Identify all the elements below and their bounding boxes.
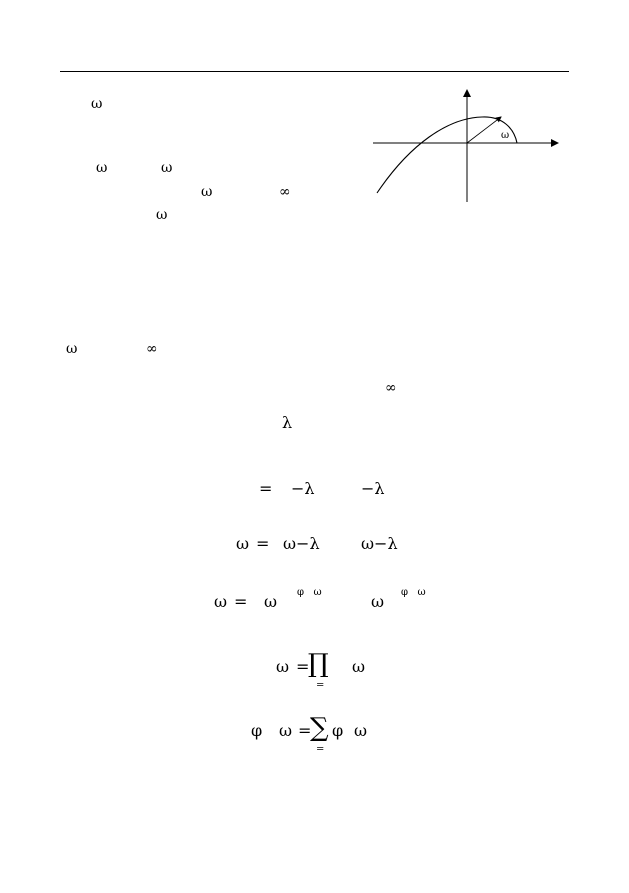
omega-symbol: ω bbox=[201, 184, 213, 200]
infinity-symbol: ∞ bbox=[385, 380, 397, 396]
lhs-omega: ω bbox=[279, 721, 293, 740]
sum-operator: ∑ bbox=[310, 713, 329, 743]
infinity-symbol: ∞ bbox=[279, 184, 291, 200]
omega-symbol: ω bbox=[96, 160, 108, 176]
angle-label: ω bbox=[501, 130, 510, 141]
vector-arrow bbox=[467, 117, 501, 143]
equals-sign: = bbox=[259, 479, 273, 498]
equals-sign: = bbox=[296, 657, 310, 676]
curve bbox=[377, 117, 517, 193]
infinity-symbol: ∞ bbox=[146, 341, 158, 357]
equals-sign: = bbox=[256, 534, 270, 553]
rhs-omega: ω bbox=[354, 721, 368, 740]
base: ω bbox=[371, 592, 385, 611]
base: ω bbox=[264, 592, 278, 611]
term: ω−λ bbox=[283, 534, 320, 553]
omega-symbol: ω bbox=[66, 341, 78, 357]
lhs: ω bbox=[214, 592, 228, 611]
product-operator: ∏ bbox=[308, 649, 329, 679]
lhs: ω bbox=[276, 657, 290, 676]
term: −λ bbox=[291, 479, 315, 498]
header-rule bbox=[60, 71, 569, 72]
omega-symbol: ω bbox=[156, 207, 168, 223]
rhs: ω bbox=[352, 657, 366, 676]
operator-subscript: = bbox=[316, 680, 325, 691]
polar-plot-figure bbox=[370, 86, 564, 206]
omega-symbol: ω bbox=[91, 96, 103, 112]
lhs-phi: φ bbox=[251, 721, 263, 740]
lambda-symbol: λ bbox=[282, 413, 293, 432]
equals-sign: = bbox=[234, 592, 248, 611]
omega-symbol: ω bbox=[161, 160, 173, 176]
exponent: φ ω bbox=[297, 587, 322, 598]
exponent: φ ω bbox=[401, 587, 426, 598]
term: −λ bbox=[361, 479, 385, 498]
term: ω−λ bbox=[361, 534, 398, 553]
lhs: ω bbox=[236, 534, 250, 553]
rhs-phi: φ bbox=[332, 721, 344, 740]
operator-subscript: = bbox=[316, 744, 325, 755]
equals-sign: = bbox=[298, 721, 312, 740]
